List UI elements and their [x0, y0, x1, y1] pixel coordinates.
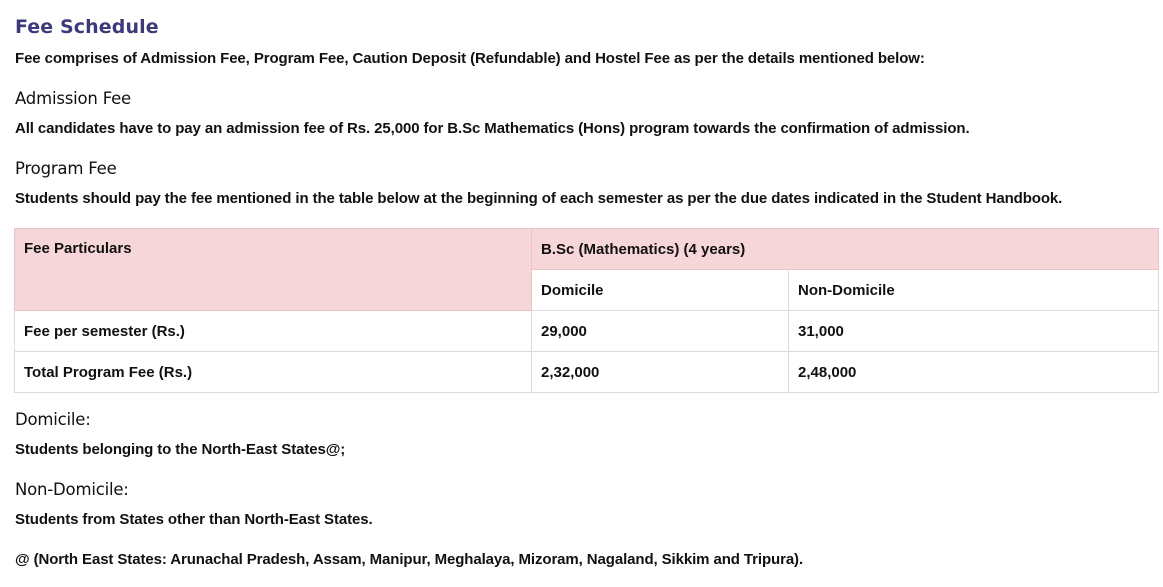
table-header-row [15, 229, 1159, 270]
row-label: Total Program Fee (Rs.) [15, 352, 532, 393]
row-non-domicile-value: 31,000 [789, 311, 1159, 352]
intro-text: Fee comprises of Admission Fee, Program Fee, Caution Deposit (Refundable) and Hostel Fee as per the details mentioned below: [15, 50, 925, 67]
row-domicile-value: 29,000 [532, 311, 789, 352]
table-row [15, 311, 1159, 352]
row-label: Fee per semester (Rs.) [15, 311, 532, 352]
header-fee-particulars: Fee Particulars [15, 229, 532, 311]
non-domicile-heading: Non-Domicile: [15, 480, 129, 499]
footnote-text: @ (North East States: Arunachal Pradesh, Assam, Manipur, Meghalaya, Mizoram, Nagaland, Sikkim and Tripura). [15, 551, 804, 568]
admission-fee-text: All candidates have to pay an admission fee of Rs. 25,000 for B.Sc Mathematics (Hons) program towards the confirmation of admission. [15, 120, 970, 137]
row-domicile-value: 2,32,000 [532, 352, 789, 393]
row-non-domicile-value: 2,48,000 [789, 352, 1159, 393]
fee-table [14, 228, 1159, 393]
domicile-heading: Domicile: [15, 410, 91, 429]
subheader-non-domicile: Non-Domicile [789, 270, 1159, 311]
program-fee-text: Students should pay the fee mentioned in the table below at the beginning of each semester as per the due dates indicated in the Student Handbook. [15, 190, 1063, 207]
program-fee-heading: Program Fee [15, 159, 117, 178]
page-title: Fee Schedule [15, 16, 159, 38]
non-domicile-text: Students from States other than North-East States. [15, 511, 373, 528]
subheader-domicile: Domicile [532, 270, 789, 311]
domicile-text: Students belonging to the North-East States@; [15, 441, 346, 458]
header-program: B.Sc (Mathematics) (4 years) [532, 229, 1159, 270]
admission-fee-heading: Admission Fee [15, 89, 131, 108]
table-row [15, 352, 1159, 393]
